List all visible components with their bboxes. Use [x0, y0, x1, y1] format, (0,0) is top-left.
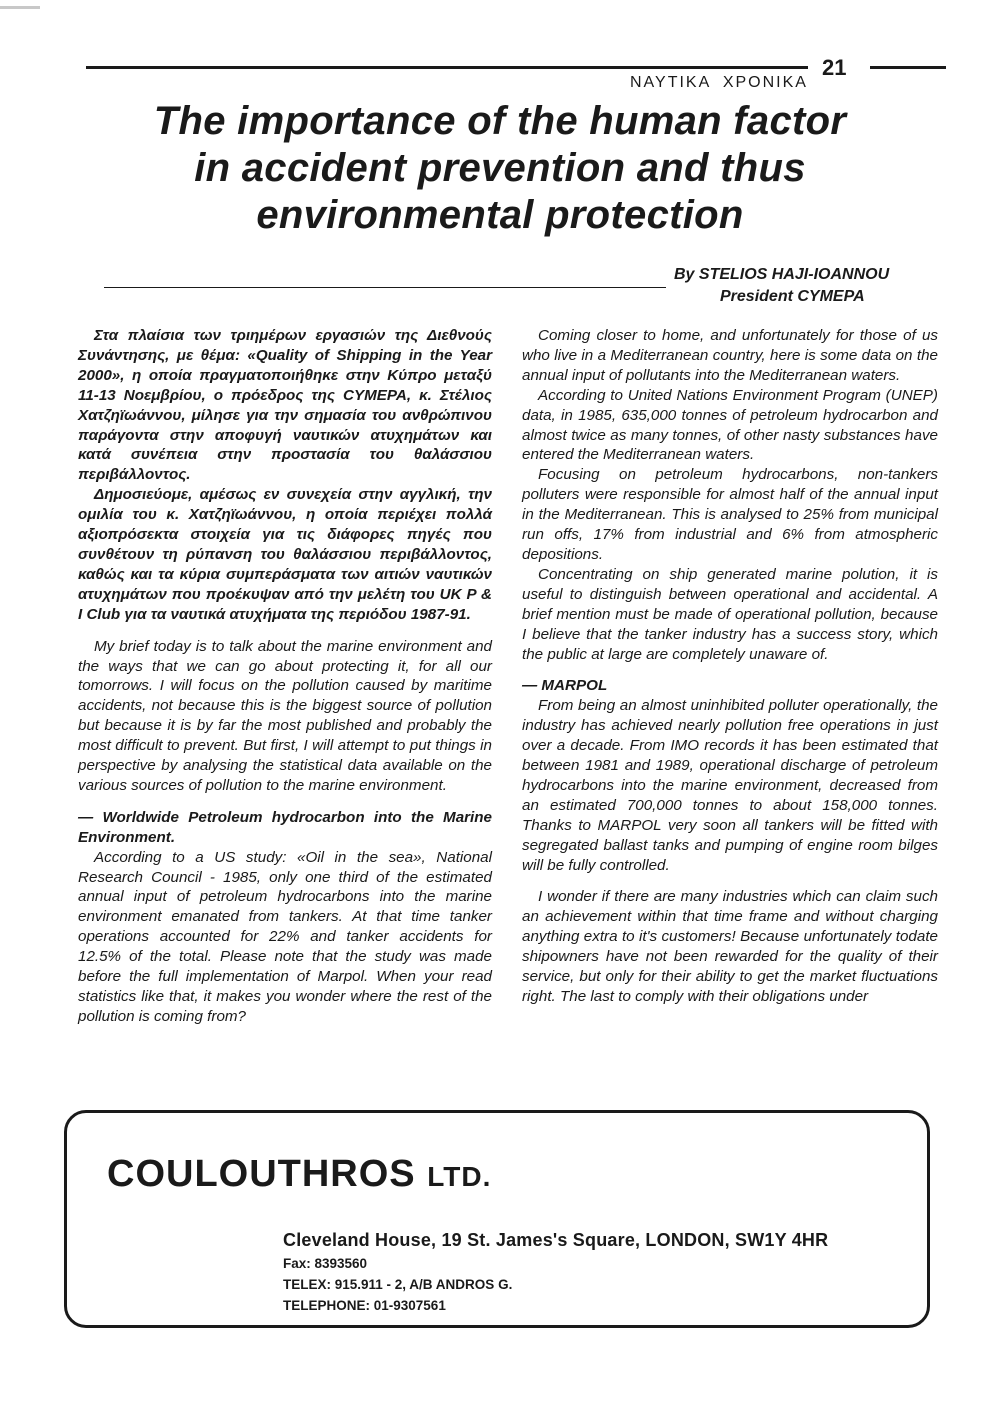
- ad-company-suffix: LTD.: [427, 1161, 492, 1192]
- greek-intro: [78, 326, 492, 625]
- ad-fax: Fax: 8393560: [283, 1256, 368, 1271]
- paragraph: Coming closer to home, and unfortunately for those of us who live in a Mediterranean country, here is some data on the annual input of pollutants into the Mediterranean waters.: [522, 327, 938, 384]
- paragraph: According to a US study: «Oil in the sea», National Research Council - 1985, only one third of the estimated annual input of petroleum hydrocarbons into the marine environment emanated from tankers. At that time tanker operations accounted for 22% and tanker accidents for 12.5% of the total. Please note that the study was made before the full implementation of Marpol. When your read statistics like that, it makes you wonder where the rest of the pollution is coming from?: [78, 848, 492, 1025]
- section-heading: — MARPOL: [522, 677, 608, 695]
- title-line: in accident prevention and thus: [194, 146, 806, 190]
- title-line: environmental protection: [256, 193, 744, 237]
- section-heading: — Worldwide Petroleum hydrocarbon into the Marine Environment.: [78, 808, 492, 846]
- page-number: 21: [822, 55, 847, 80]
- ad-company-name: [107, 1153, 491, 1196]
- paragraph: Focusing on petroleum hydrocarbons, non-tankers polluters were responsible for almost half of the annual input in the Mediterranean. This is analysed to 25% from municipal run offs, 17% from industrial and 6% from atmospheric depositions.: [522, 466, 938, 563]
- paragraph: From being an almost uninhibited polluter operationally, the industry has achieved nearly pollution free operations in just over a decade. From IMO records it has been estimated that between 1981 and 1989, operational discharge of petroleum hydrocarbons into the marine environment, decreased from an estimated 700,000 tonnes to about 158,000 tonnes. Thanks to MARPOL very soon all tankers will be fitted with segregated ballast tanks and pumping of engine room bilges will be fully controlled.: [522, 697, 938, 874]
- ad-address: Cleveland House, 19 St. James's Square, LONDON, SW1Y 4HR: [283, 1230, 829, 1250]
- byline-role: President CYMEPA: [720, 288, 865, 305]
- header-rule-right: [870, 66, 946, 69]
- title-line: The importance of the human factor: [153, 99, 847, 143]
- byline-author: By STELIOS HAJI-IOANNOU: [674, 266, 890, 283]
- paragraph: According to United Nations Environment Program (UNEP) data, in 1985, 635,000 tonnes of petroleum hydrocarbon and almost twice as many tonnes, of other nasty substances have entered the Mediterranean waters.: [522, 386, 938, 464]
- byline-rule: [104, 287, 666, 288]
- scan-corner-mark: [0, 6, 40, 9]
- paragraph: Concentrating on ship generated marine polution, it is useful to distinguish between operational and accidental. A brief mention must be made of operational pollution, because I believe that the tanker industry has a success story, which the public at large are completely unaware of.: [522, 565, 938, 663]
- paragraph: Δημοσιεύομε, αμέσως εν συνεχεία στην αγγλική, την ομιλία του κ. Χατζηϊωάννου, η οποία περιέχει πολλά αξιοπρόσεκτα στοιχεία για τις διάφορες πηγές που συνθέτουν τη ρύπανση του θαλάσσιου περιβάλλοντος, καθώς και τα κύρια συμπεράσματα των αιτιών ναυτικών ατυχημάτων που προέκυψαν από την μελέτη του UK P & I Club για τα ναυτικά ατυχήματα της περιόδου 1987-91.: [78, 486, 492, 623]
- right-column: [522, 326, 938, 1007]
- header-rule-left: [86, 66, 808, 69]
- publication-name: ΝΑΥΤΙΚΑ ΧΡΟΝΙΚΑ: [630, 74, 808, 91]
- paragraph: My brief today is to talk about the marine environment and the ways that we can go about protecting it, for all our tomorrows. I will focus on the pollution caused by maritime accidents, not because this is the biggest source of pollution but because it is by far the most published and probably the most difficult to prevent. But first, I will attempt to put things in perspective by analysing the statistical data available on the various sources of pollution to the marine environment.: [78, 637, 492, 794]
- advertisement-box: [64, 1110, 930, 1328]
- article-title: [100, 98, 900, 239]
- ad-telephone: TELEPHONE: 01-9307561: [283, 1298, 446, 1313]
- paragraph: I wonder if there are many industries which can claim such an achievement within that time frame and without charging anything extra to it's customers! Because unfortunately todate shipowners have not been rewarded for the quality of their service, but only for their ability to get the market fluctuations right. The last to comply with their obligations under: [522, 888, 938, 1005]
- paragraph: Στα πλαίσια των τριημέρων εργασιών της Διεθνούς Συνάντησης, με θέμα: «Quality of Shipping in the Year 2000», η οποία πραγματοποιήθηκε στην Κύπρο μεταξύ 11-13 Νοεμβρίου, ο πρόεδρος της CYMEPA, κ. Στέλιος Χατζηϊωάννου, μίλησε για την σημασία του ανθρώπινου παράγοντα στην αποφυγή ναυτικών ατυχημάτων και κατά συνέπεια στην προστασία του θαλάσσιου περιβάλλοντος.: [78, 327, 492, 484]
- ad-telex: TELEX: 915.911 - 2, A/B ANDROS G.: [283, 1277, 513, 1292]
- left-column: [78, 326, 492, 1027]
- ad-company-main: COULOUTHROS: [107, 1153, 416, 1195]
